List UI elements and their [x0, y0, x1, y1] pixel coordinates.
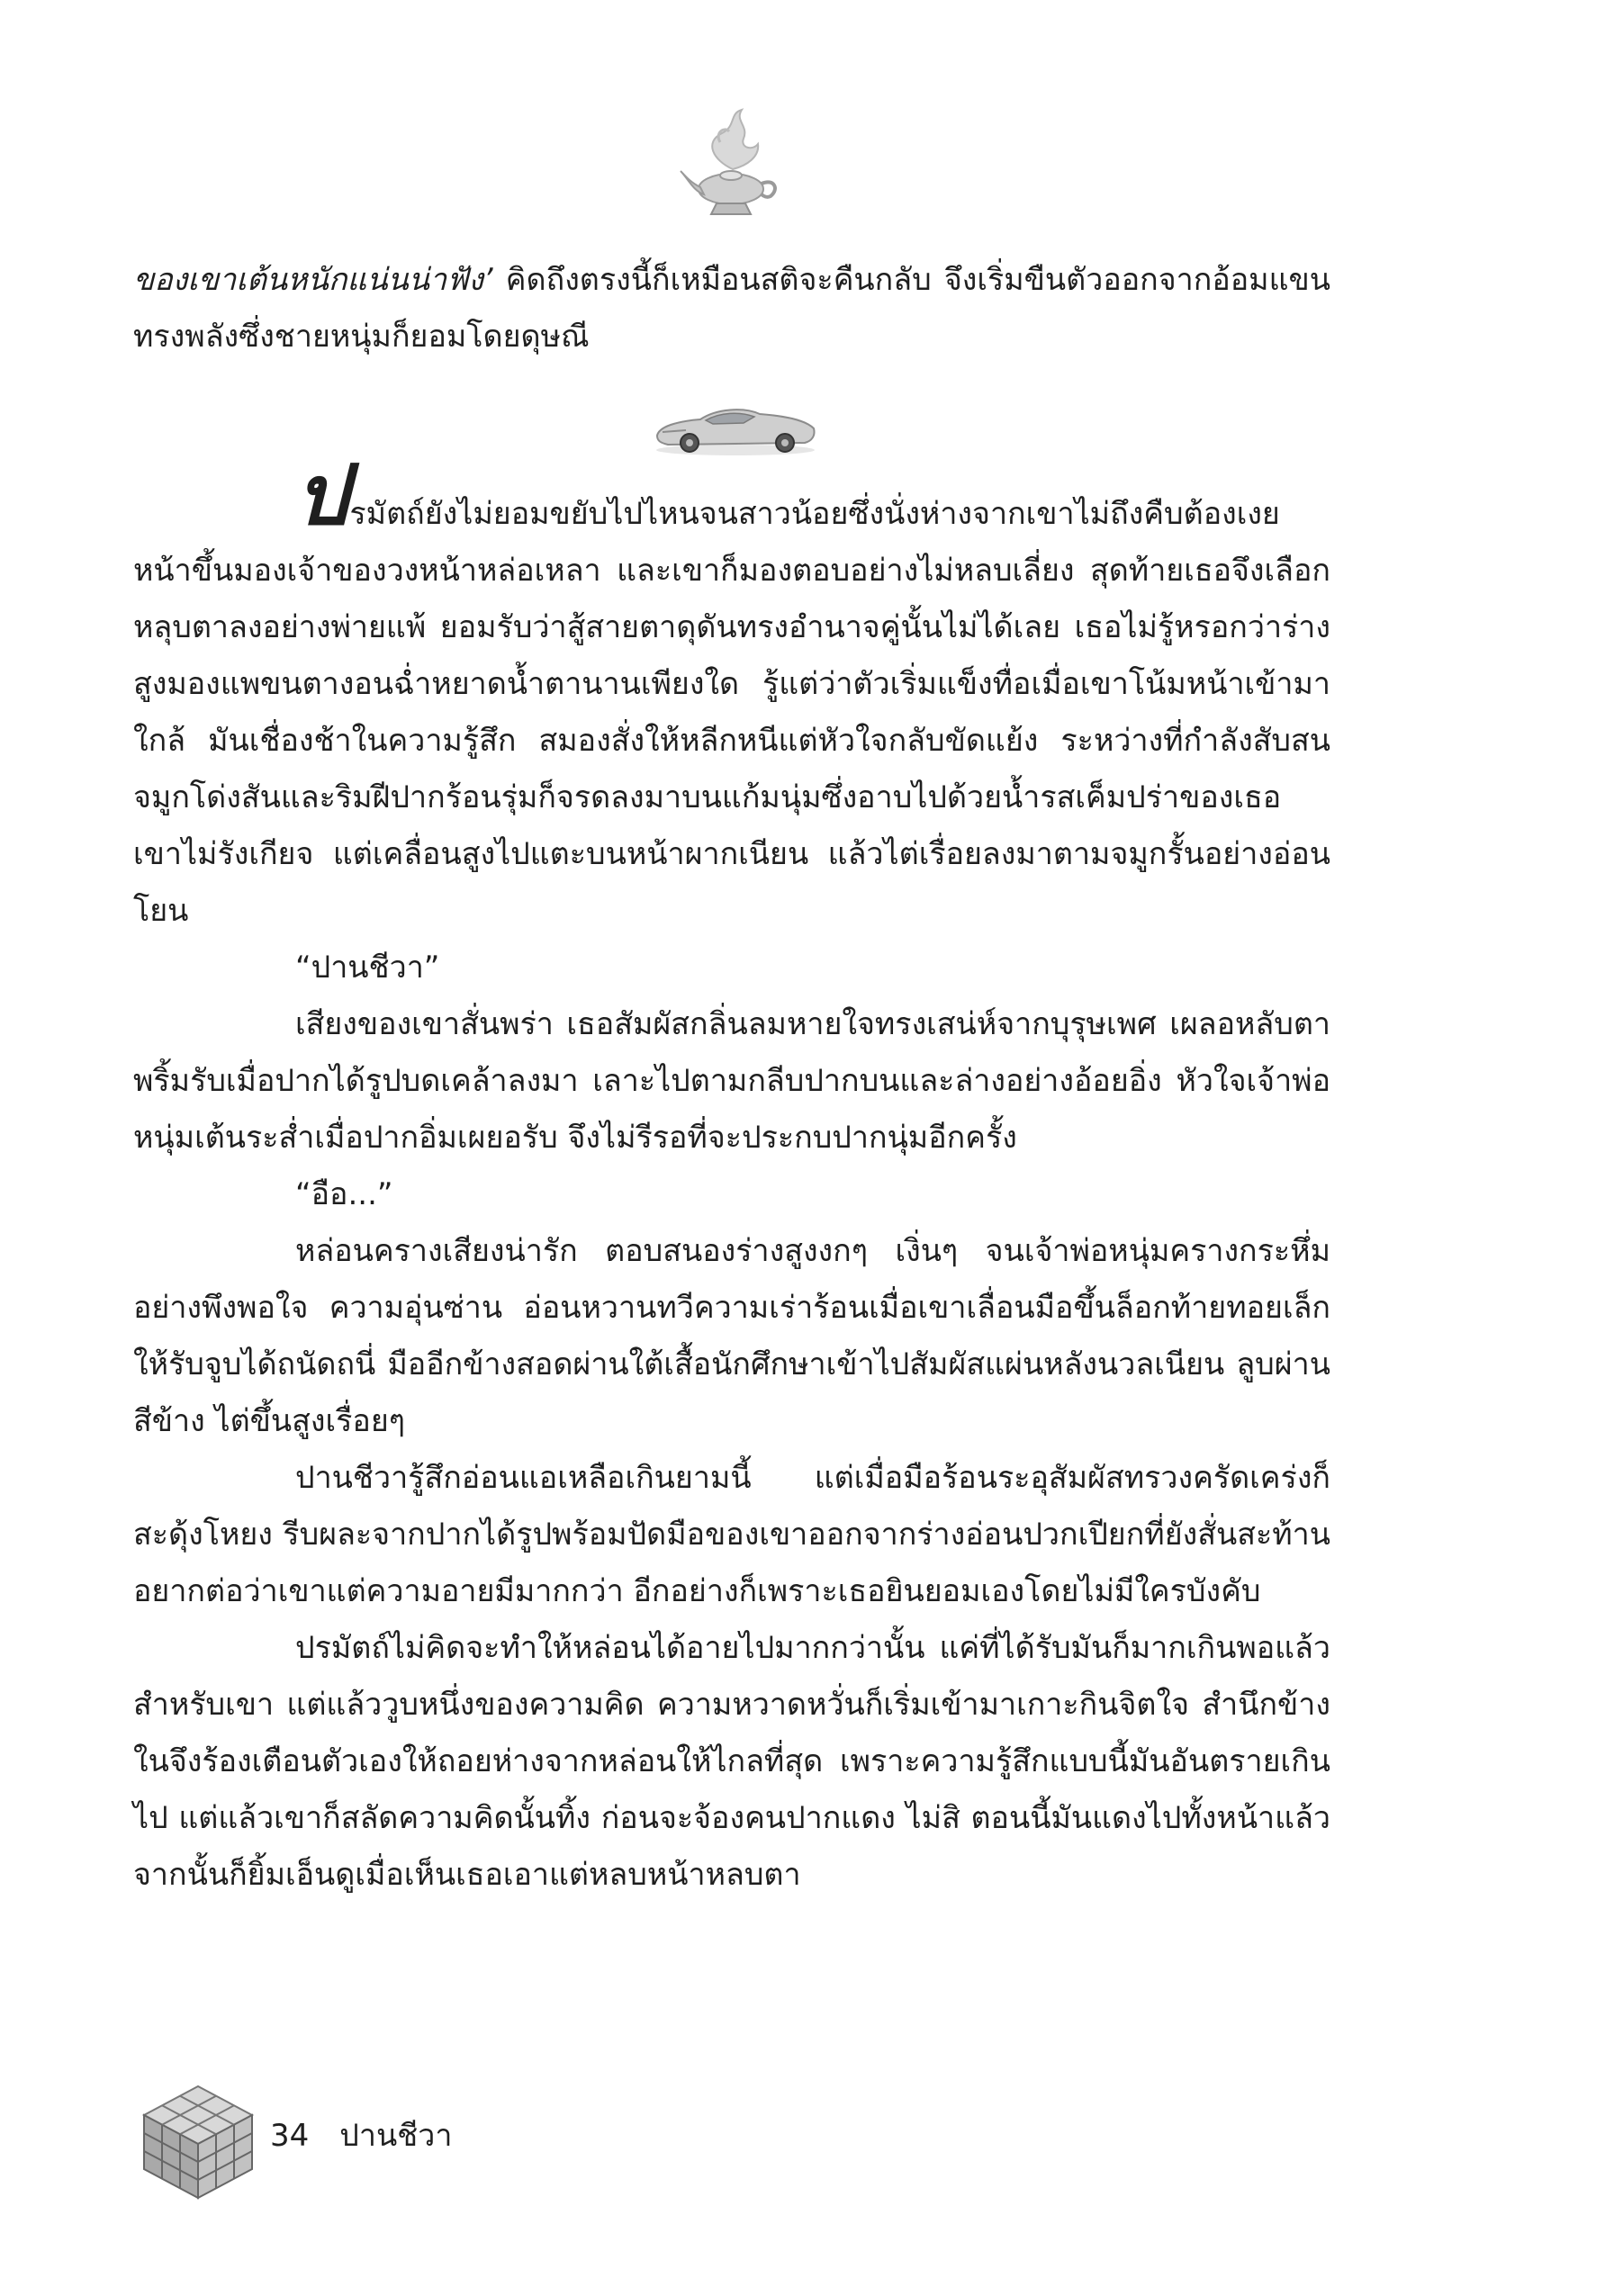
- dialogue-line: “อือ...”: [295, 1176, 393, 1212]
- opening-paragraph-text: รมัตถ์ยังไม่ยอมขยับไปไหนจนสาวน้อยซึ่งนั่งห่างจากเขาไม่ถึงคืบต้องเงยหน้าขึ้นมองเจ้าของวงหน้าหล่อเหลา และเขาก็มองตอบอย่างไม่หลบเลี่ยง สุดท้ายเธอจึงเลือกหลุบตาลงอย่างพ่ายแพ้ ยอมรับว่าสู้สายตาดุดันทรงอำนาจคู่นั้นไม่ได้เลย เธอไม่รู้หรอกว่าร่างสูงมองแพขนตางอนฉ่ำหยาดน้ำตานานเพียงใด รู้แต่ว่าตัวเริ่มแข็งทื่อเมื่อเขาโน้มหน้าเข้ามาใกล้ มันเชื่องช้าในความรู้สึก สมองสั่งให้หลีกหนีแต่หัวใจกลับขัดแย้ง ระหว่างที่กำลังสับสน จมูกโด่งสันและริมฝีปากร้อนรุ่มก็จรดลงมาบนแก้มนุ่มซึ่งอาบไปด้วยน้ำรสเค็มปร่าของเธอ เขาไม่รังเกียจ แต่เคลื่อนสูงไปแตะบนหน้าผากเนียน แล้วไต่เรื่อยลงมาตามจมูกรั้นอย่างอ่อนโยน: [133, 496, 1330, 929]
- magic-lamp-icon: [677, 106, 785, 223]
- dialogue-line: “ปานชีวา”: [295, 950, 440, 986]
- main-text: [133, 447, 1330, 1904]
- paragraph: ปรมัตถ์ไม่คิดจะทำให้หล่อนได้อายไปมากกว่านั้น แค่ที่ได้รับมันก็มากเกินพอแล้วสำหรับเขา แต่แล้ววูบหนึ่งของความคิด ความหวาดหวั่นก็เริ่มเข้ามาเกาะกินจิตใจ สำนึกข้างในจึงร้องเตือนตัวเองให้ถอยห่างจากหล่อนให้ไกลที่สุด เพราะความรู้สึกแบบนี้มันอันตรายเกินไป แต่แล้วเขาก็สลัดความคิดนั้นทิ้ง ก่อนจะจ้องคนปากแดง ไม่สิ ตอนนี้มันแดงไปทั้งหน้าแล้ว จากนั้นก็ยิ้มเอ็นดูเมื่อเห็นเธอเอาแต่หลบหน้าหลบตา: [133, 1630, 1330, 1893]
- sports-car-icon: [650, 396, 821, 459]
- paragraph: เสียงของเขาสั่นพร่า เธอสัมผัสกลิ่นลมหายใจทรงเสน่ห์จากบุรุษเพศ เผลอหลับตาพริ้มรับเมื่อปากได้รูปบดเคล้าลงมา เลาะไปตามกลีบปากบนและล่างอย่างอ้อยอิ่ง หัวใจเจ้าพ่อหนุ่มเต้นระส่ำเมื่อปากอิ่มเผยอรับ จึงไม่รีรอที่จะประกบปากนุ่มอีกครั้ง: [133, 1006, 1330, 1156]
- intro-text: คิดถึงตรงนี้ก็เหมือนสติจะคืนกลับ จึงเริ่มขืนตัวออกจากอ้อมแขนทรงพลังซึ่งชายหนุ่มก็ยอมโดยดุษณี: [133, 262, 1330, 355]
- book-title: ปานชีวา: [339, 2118, 453, 2154]
- paragraph: หล่อนครางเสียงน่ารัก ตอบสนองร่างสูงงกๆ เงิ่นๆ จนเจ้าพ่อหนุ่มครางกระหึ่มอย่างพึงพอใจ ความอุ่นซ่าน อ่อนหวานทวีความเร่าร้อนเมื่อเขาเลื่อนมือขึ้นล็อกท้ายทอยเล็กให้รับจูบได้ถนัดถนี่ มืออีกข้างสอดผ่านใต้เสื้อนักศึกษาเข้าไปสัมผัสแผ่นหลังนวลเนียน ลูบผ่านสีข้าง ไต่ขึ้นสูงเรื่อยๆ: [133, 1233, 1330, 1439]
- paragraph: ปานชีวารู้สึกอ่อนแอเหลือเกินยามนี้ แต่เมื่อมือร้อนระอุสัมผัสทรวงครัดเคร่งก็สะดุ้งโหยง รีบผละจากปากได้รูปพร้อมปัดมือของเขาออกจากร่างอ่อนปวกเปียกที่ยังสั่นสะท้าน อยากต่อว่าเขาแต่ความอายมีมากกว่า อีกอย่างก็เพราะเธอยินยอมเองโดยไม่มีใครบังคับ: [133, 1460, 1330, 1609]
- rubiks-cube-icon: [135, 2079, 261, 2205]
- page-footer: [270, 2111, 452, 2159]
- italic-thought: ของเขาเต้นหนักแน่นน่าฟัง’: [133, 262, 493, 298]
- drop-cap-letter: ป: [295, 447, 350, 544]
- intro-paragraph: [133, 252, 1330, 365]
- opening-paragraph: [133, 447, 1330, 940]
- page-number: 34: [270, 2118, 310, 2154]
